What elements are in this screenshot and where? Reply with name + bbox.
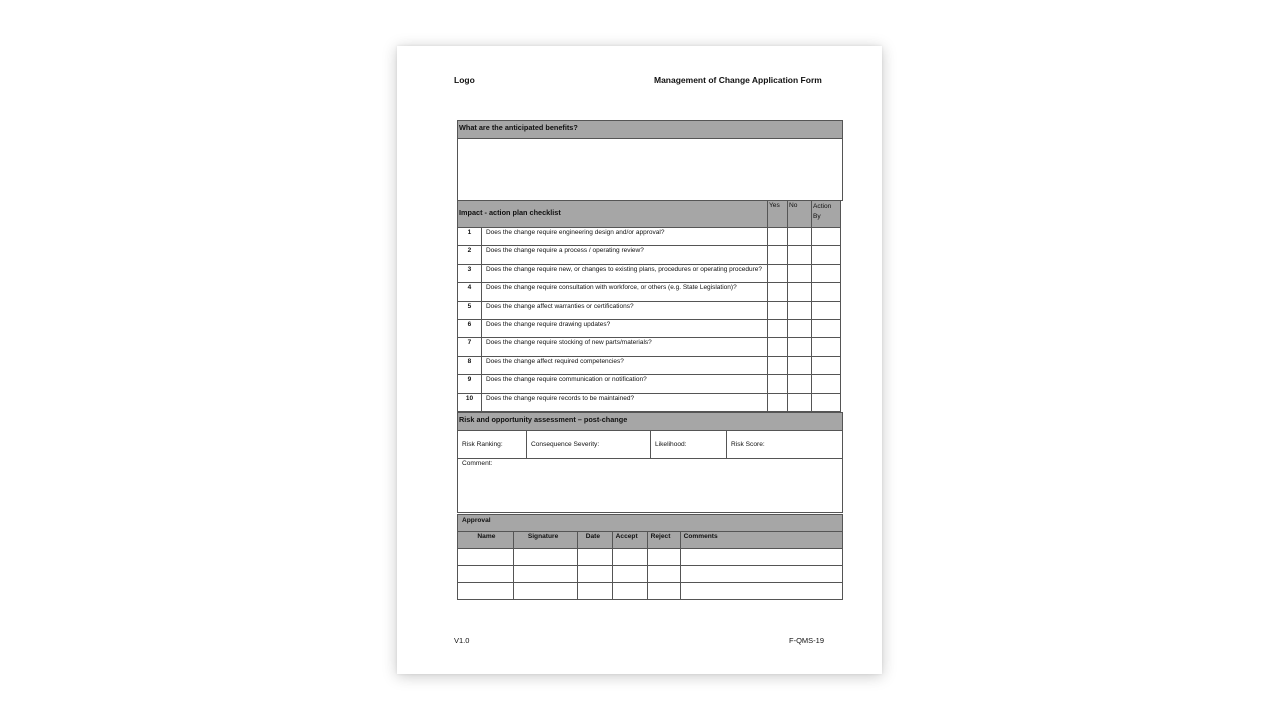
likelihood-label: Likelihood: [655, 441, 687, 448]
checklist-item-number: 5 [458, 301, 482, 319]
checklist-yes-cell[interactable] [768, 338, 788, 356]
col-no-header [787, 200, 812, 228]
checklist-yes-cell[interactable] [768, 301, 788, 319]
checklist-action-by-cell[interactable] [812, 301, 841, 319]
checklist-no-cell[interactable] [788, 393, 812, 411]
checklist-no-cell[interactable] [788, 338, 812, 356]
checklist-yes-cell[interactable] [768, 319, 788, 337]
col-yes-header [767, 200, 788, 228]
checklist-row [458, 319, 841, 337]
checklist-no-cell[interactable] [788, 356, 812, 374]
checklist-item-number: 6 [458, 319, 482, 337]
likelihood-field[interactable] [650, 430, 727, 459]
approval-accept-cell[interactable] [612, 566, 647, 583]
checklist-no-cell[interactable] [788, 283, 812, 301]
approval-col-date: Date [577, 532, 612, 549]
approval-name-cell[interactable] [458, 549, 514, 566]
checklist-yes-cell[interactable] [768, 375, 788, 393]
checklist-heading: Impact - action plan checklist [459, 208, 561, 217]
approval-reject-cell[interactable] [647, 549, 680, 566]
risk-heading: Risk and opportunity assessment – post-change [459, 415, 628, 424]
checklist-no-cell[interactable] [788, 246, 812, 264]
approval-name-cell[interactable] [458, 566, 514, 583]
checklist-item-question: Does the change affect required competencies? [481, 356, 767, 374]
checklist-yes-cell[interactable] [768, 264, 788, 282]
checklist-action-by-cell[interactable] [812, 283, 841, 301]
approval-accept-cell[interactable] [612, 583, 647, 600]
comment-field[interactable] [457, 458, 843, 513]
comment-label: Comment: [462, 460, 493, 467]
checklist-no-cell[interactable] [788, 228, 812, 246]
approval-date-cell[interactable] [577, 549, 612, 566]
version-label: V1.0 [454, 636, 470, 645]
approval-row [458, 566, 843, 583]
checklist-item-question: Does the change require records to be maintained? [481, 393, 767, 411]
checklist-row [458, 301, 841, 319]
checklist-no-cell[interactable] [788, 319, 812, 337]
checklist-item-question: Does the change require drawing updates? [481, 319, 767, 337]
risk-ranking-field[interactable] [457, 430, 527, 459]
checklist-row [458, 283, 841, 301]
logo-placeholder: Logo [454, 75, 475, 85]
form-title: Management of Change Application Form [654, 75, 822, 85]
approval-col-reject: Reject [647, 532, 680, 549]
checklist-row [458, 393, 841, 411]
approval-signature-cell[interactable] [513, 549, 577, 566]
approval-col-comments: Comments [680, 532, 842, 549]
approval-comments-cell[interactable] [680, 549, 842, 566]
risk-score-field[interactable] [726, 430, 843, 459]
risk-score-label: Risk Score: [731, 441, 765, 448]
approval-reject-cell[interactable] [647, 583, 680, 600]
checklist-action-by-cell[interactable] [812, 356, 841, 374]
approval-date-cell[interactable] [577, 583, 612, 600]
checklist-heading-bar [457, 200, 768, 228]
col-action-label: Action By [813, 203, 832, 220]
approval-col-signature: Signature [513, 532, 577, 549]
checklist-row [458, 264, 841, 282]
checklist-item-number: 8 [458, 356, 482, 374]
col-action-header [811, 200, 841, 228]
approval-signature-cell[interactable] [513, 566, 577, 583]
approval-comments-cell[interactable] [680, 583, 842, 600]
risk-ranking-label: Risk Ranking: [462, 441, 503, 448]
checklist-item-number: 3 [458, 264, 482, 282]
approval-date-cell[interactable] [577, 566, 612, 583]
checklist-row [458, 356, 841, 374]
checklist-item-number: 2 [458, 246, 482, 264]
checklist-item-number: 1 [458, 228, 482, 246]
checklist-item-question: Does the change require consultation with workforce, or others (e.g. State Legislation)? [481, 283, 767, 301]
checklist-action-by-cell[interactable] [812, 246, 841, 264]
approval-signature-cell[interactable] [513, 583, 577, 600]
document-page [397, 46, 882, 674]
checklist-item-question: Does the change require new, or changes to existing plans, procedures or operating procedure? [481, 264, 767, 282]
approval-table [457, 531, 843, 600]
consequence-severity-field[interactable] [526, 430, 651, 459]
checklist-yes-cell[interactable] [768, 393, 788, 411]
checklist-yes-cell[interactable] [768, 283, 788, 301]
checklist-action-by-cell[interactable] [812, 393, 841, 411]
checklist-item-question: Does the change require a process / operating review? [481, 246, 767, 264]
checklist-item-number: 4 [458, 283, 482, 301]
checklist-row [458, 375, 841, 393]
checklist-item-question: Does the change require stocking of new parts/materials? [481, 338, 767, 356]
checklist-row [458, 246, 841, 264]
approval-row [458, 583, 843, 600]
checklist-item-question: Does the change require engineering design and/or approval? [481, 228, 767, 246]
checklist-row [458, 338, 841, 356]
checklist-action-by-cell[interactable] [812, 228, 841, 246]
checklist-action-by-cell[interactable] [812, 375, 841, 393]
col-no-label: No [789, 202, 798, 209]
benefits-input-area[interactable] [457, 138, 843, 201]
checklist-action-by-cell[interactable] [812, 319, 841, 337]
checklist-no-cell[interactable] [788, 264, 812, 282]
benefits-heading-bar [457, 120, 843, 139]
approval-col-name: Name [458, 532, 514, 549]
risk-heading-bar [457, 412, 843, 431]
checklist-item-number: 9 [458, 375, 482, 393]
checklist-no-cell[interactable] [788, 375, 812, 393]
checklist-item-question: Does the change require communication or notification? [481, 375, 767, 393]
approval-heading: Approval [462, 517, 491, 524]
approval-row [458, 549, 843, 566]
approval-accept-cell[interactable] [612, 549, 647, 566]
checklist-table [457, 227, 841, 412]
approval-header-row [458, 532, 843, 549]
form-code-label: F-QMS-19 [789, 636, 825, 645]
checklist-yes-cell[interactable] [768, 356, 788, 374]
checklist-action-by-cell[interactable] [812, 338, 841, 356]
checklist-action-by-cell[interactable] [812, 264, 841, 282]
checklist-item-number: 10 [458, 393, 482, 411]
approval-comments-cell[interactable] [680, 566, 842, 583]
approval-col-accept: Accept [612, 532, 647, 549]
consequence-severity-label: Consequence Severity: [531, 441, 600, 448]
benefits-heading: What are the anticipated benefits? [459, 123, 578, 132]
approval-heading-bar [457, 514, 843, 532]
approval-reject-cell[interactable] [647, 566, 680, 583]
col-yes-label: Yes [769, 202, 780, 209]
checklist-yes-cell[interactable] [768, 228, 788, 246]
checklist-item-number: 7 [458, 338, 482, 356]
checklist-no-cell[interactable] [788, 301, 812, 319]
checklist-row [458, 228, 841, 246]
checklist-item-question: Does the change affect warranties or certifications? [481, 301, 767, 319]
approval-name-cell[interactable] [458, 583, 514, 600]
checklist-yes-cell[interactable] [768, 246, 788, 264]
